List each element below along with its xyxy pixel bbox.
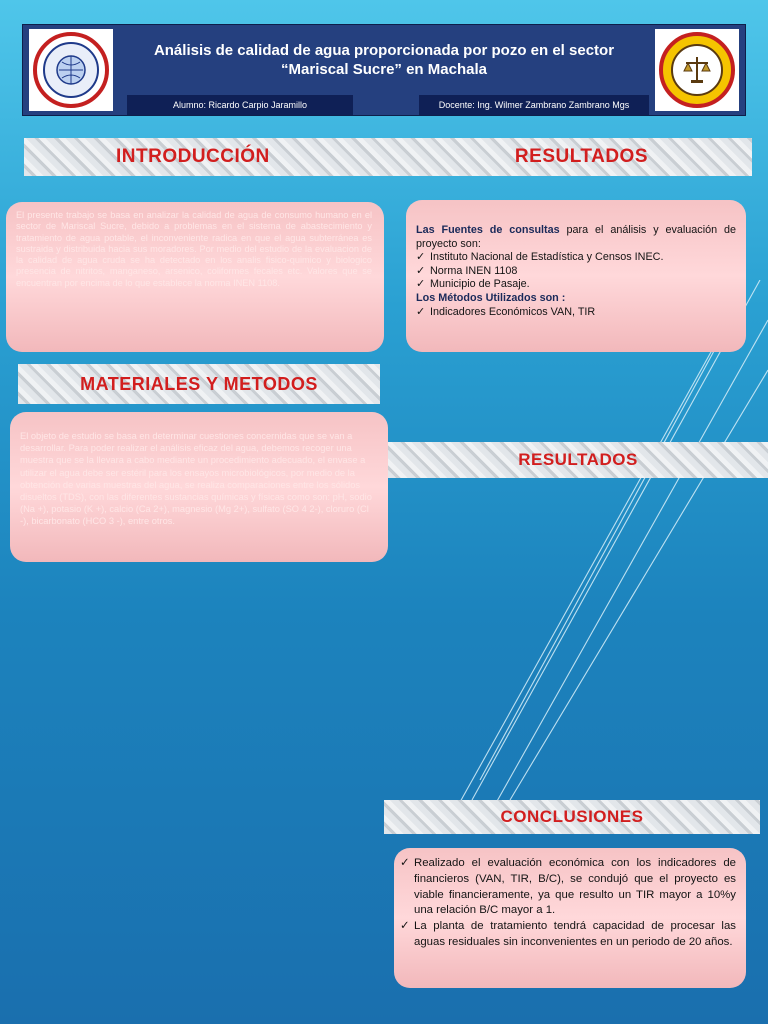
check-icon: ✓ xyxy=(416,278,426,291)
list-item: ✓ Municipio de Pasaje. xyxy=(416,278,530,291)
title-line-1: Análisis de calidad de agua proporcionada por pozo en el sector xyxy=(153,42,615,59)
check-icon: ✓ xyxy=(416,264,426,277)
conclusiones-heading: CONCLUSIONES xyxy=(500,807,644,826)
student-name: Alumno: Ricardo Carpio Jaramillo xyxy=(127,95,353,115)
list-item: ✓ Instituto Nacional de Estadística y Censos INEC. xyxy=(416,251,664,264)
check-icon: ✓ xyxy=(400,920,410,933)
sources-label: Las Fuentes de consultas xyxy=(416,224,560,236)
decorative-lines xyxy=(380,280,768,840)
top-section-banner xyxy=(24,138,752,176)
poster-header xyxy=(22,24,746,116)
introduccion-card xyxy=(6,202,384,352)
materiales-text: El objeto de estudio se basa en determinar cuestiones concernidas que se van a desarrollar. Para poder realizar el análisis eficaz del agua, debemos recoger una muestra que se la llevara a cabo mediante un procedimiento adecuado, el envase a utilizar el agua debe ser estéril para los ensayos microbiológicos, por medio de la obtención de varias muestras del agua, se realiza comparaciones entre los sólidos disueltos (TDS), con las diferentes sustancias químicas y físicas como son: pH, sodio (Na +), potasio (K +), calcio (Ca 2+), magnesio (Mg 2+), sulfato (SO 4 2-), cloruro (Cl -), bicarbonato (HCO 3 -), entre otros. xyxy=(20,431,372,527)
conclusions-list xyxy=(400,856,736,951)
title-line-2: “Mariscal Sucre” en Machala xyxy=(281,61,487,78)
sources-rest: para el análisis y evaluación de proyecto son: xyxy=(416,224,736,250)
poster-title xyxy=(119,41,649,79)
list-item: ✓ Indicadores Económicos VAN, TIR xyxy=(416,305,596,318)
resultados-sources-intro xyxy=(416,224,736,251)
sources-list xyxy=(416,251,736,292)
resultados-banner-mid xyxy=(388,442,768,478)
resultados-card xyxy=(406,200,746,352)
university-seal-icon xyxy=(33,32,109,108)
teacher-name: Docente: Ing. Wilmer Zambrano Zambrano Mgs xyxy=(419,95,649,115)
scales-icon xyxy=(680,53,714,87)
faculty-logo xyxy=(655,29,739,111)
materiales-card xyxy=(10,412,388,562)
materiales-banner xyxy=(18,364,380,404)
list-item: ✓ Realizado el evaluación económica con los indicadores de financieros (VAN, TIR, B/C), se condujó que el proyecto es viable financieramente, ya que resulto un TIR mayor a 10%y una relación B/C mayor a 1. xyxy=(400,857,736,917)
globe-icon xyxy=(53,52,89,88)
methods-list xyxy=(416,306,736,320)
faculty-seal-icon xyxy=(659,32,735,108)
list-item: ✓ La planta de tratamiento tendrá capacidad de procesar las aguas residuales sin inconvenientes en un periodo de 20 años. xyxy=(400,920,736,948)
list-item: ✓ Norma INEN 1108 xyxy=(416,264,518,277)
check-icon: ✓ xyxy=(400,857,410,869)
check-icon: ✓ xyxy=(416,251,426,264)
introduccion-heading: INTRODUCCIÓN xyxy=(116,146,270,167)
resultados-heading-top: RESULTADOS xyxy=(514,146,648,167)
resultados-heading-mid: RESULTADOS xyxy=(518,450,638,469)
conclusiones-banner xyxy=(384,800,760,834)
methods-label: Los Métodos Utilizados son : xyxy=(416,291,566,304)
conclusiones-card xyxy=(394,848,746,988)
materiales-heading: MATERIALES Y METODOS xyxy=(80,373,318,394)
introduccion-text: El presente trabajo se basa en analizar la calidad de agua de consumo humano en el sector de Mariscal Sucre, debido a problemas en el sistema de abastecimiento y tratamiento de agua potable, el inconveniente radica en que el agua subterránea es sustraida y distribuida hacia sus moradores. Por medio del estudio de la evaluacion de la calidad de agua cruda se ha detectado en los analis fisico-quimico y biologico presencia de nitritos, manganeso, arsenico, coliformes fecales etc. Valores que se encuentran por encima de lo que establece la norma INEN 1108. xyxy=(16,210,372,288)
university-logo xyxy=(29,29,113,111)
check-icon: ✓ xyxy=(416,305,426,318)
